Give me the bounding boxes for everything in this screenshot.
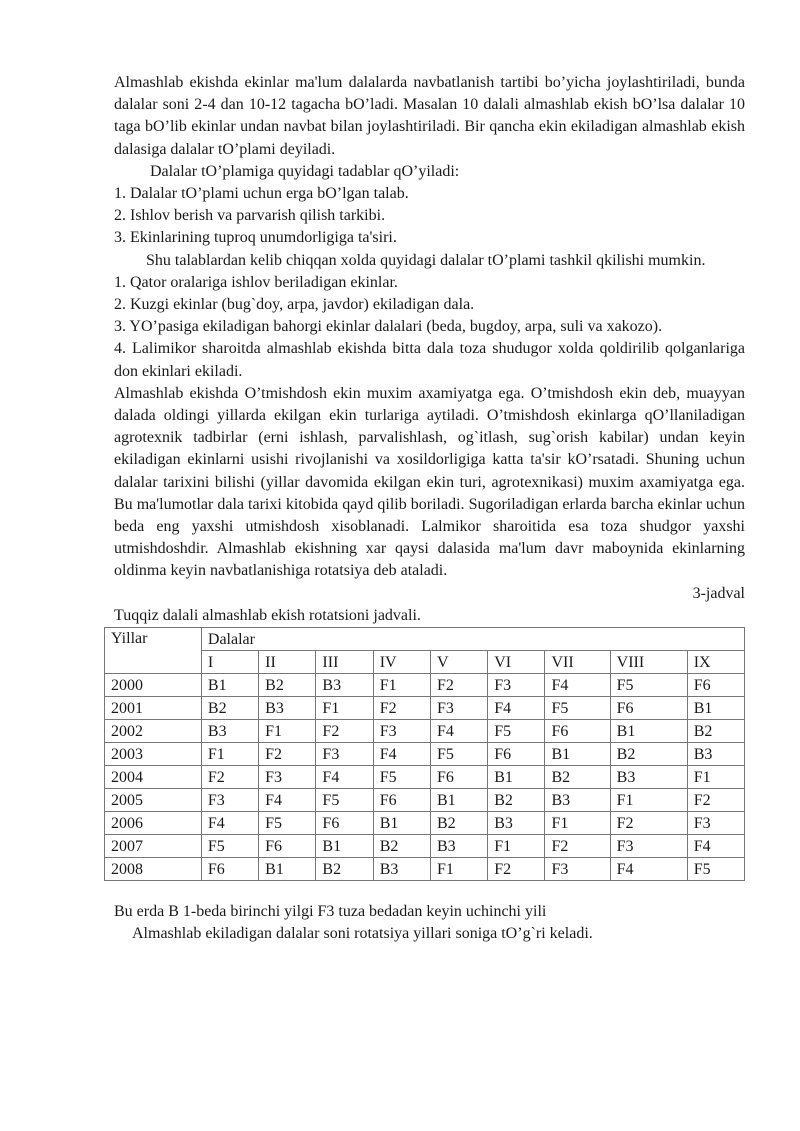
crop-cell: F4 [687, 835, 744, 858]
crop-cell: F6 [259, 835, 316, 858]
conclusion-note: Almashlab ekiladigan dalalar soni rotatsiya yillari soniga tO’g`ri keladi. [132, 925, 593, 943]
document-page [111, 72, 745, 945]
crop-cell: F1 [545, 812, 610, 835]
field-group-item-3: 3. YO’pasiga ekiladigan bahorgi ekinlar dalalari (beda, bugdoy, arpa, suli va xakozo). [114, 318, 663, 336]
field-number-cell: I [201, 651, 258, 674]
crop-cell: F2 [430, 674, 487, 697]
crop-cell: B2 [430, 812, 487, 835]
crop-cell: F4 [201, 812, 258, 835]
field-number-cell: VIII [610, 651, 687, 674]
crop-cell: B1 [430, 789, 487, 812]
crop-cell: B2 [488, 789, 545, 812]
field-group-item-2: 2. Kuzgi ekinlar (bug`doy, arpa, javdor) ekiladigan dala. [114, 296, 475, 314]
crop-cell: F2 [316, 720, 373, 743]
crop-cell: B1 [316, 835, 373, 858]
crop-cell: F2 [545, 835, 610, 858]
crop-cell: B3 [373, 858, 430, 881]
crop-cell: B1 [201, 674, 258, 697]
table-row [105, 766, 745, 789]
crop-cell: F4 [545, 674, 610, 697]
header-fields: Dalalar [201, 628, 744, 651]
table-row [105, 835, 745, 858]
crop-cell: F2 [488, 858, 545, 881]
legend-note: Bu erda B 1-beda birinchi yilgi F3 tuza bedadan keyin uchinchi yili [114, 903, 547, 921]
crop-cell: F1 [687, 766, 744, 789]
field-number-cell: V [430, 651, 487, 674]
crop-cell: F3 [201, 789, 258, 812]
crop-cell: F3 [610, 835, 687, 858]
intro-paragraph: Almashlab ekishda ekinlar ma'lum dalalarda navbatlanish tartibi bo’yicha joylashtiriladi, bunda dalalar soni 2-4 dan 10-12 tagacha bO’ladi. Masalan 10 dalali almashlab ekish bO’lsa dalalar 10 taga bO’lib ekinlar undan navbat bilan joylashtiriladi. Bir qancha ekin ekiladigan almashlab ekish dalasiga dalalar tO’plami deyiladi. [114, 74, 745, 158]
year-cell: 2006 [105, 812, 202, 835]
crop-cell: B3 [316, 674, 373, 697]
field-number-cell: IX [687, 651, 744, 674]
crop-cell: F4 [316, 766, 373, 789]
year-cell: 2003 [105, 743, 202, 766]
rotation-table [104, 627, 745, 881]
crop-cell: F1 [430, 858, 487, 881]
crop-cell: F1 [201, 743, 258, 766]
crop-cell: B2 [545, 766, 610, 789]
crop-cell: F2 [610, 812, 687, 835]
crop-cell: F3 [259, 766, 316, 789]
crop-cell: F1 [259, 720, 316, 743]
requirements-heading: Dalalar tO’plamiga quyidagi tadablar qO’yiladi: [150, 162, 460, 180]
year-cell: 2001 [105, 697, 202, 720]
crop-cell: B1 [259, 858, 316, 881]
crop-cell: F5 [201, 835, 258, 858]
crop-cell: F3 [488, 674, 545, 697]
requirement-item-1: 1. Dalalar tO’plami uchun erga bO’lgan talab. [114, 185, 409, 203]
table-label: 3-jadval [692, 584, 745, 602]
crop-cell: B3 [545, 789, 610, 812]
field-number-cell: IV [373, 651, 430, 674]
field-group-item-4: 4. Lalimikor sharoitda almashlab ekishda bitta dala toza shudugor xolda qoldirilib qolganlariga don ekinlari ekiladi. [114, 340, 745, 380]
crop-cell: F5 [316, 789, 373, 812]
crop-cell: F4 [430, 720, 487, 743]
crop-cell: F3 [316, 743, 373, 766]
crop-cell: B2 [610, 743, 687, 766]
crop-cell: F2 [373, 697, 430, 720]
table-row [105, 858, 745, 881]
crop-cell: B1 [687, 697, 744, 720]
crop-cell: F6 [687, 674, 744, 697]
header-years: Yillar [105, 628, 202, 674]
crop-cell: F2 [687, 789, 744, 812]
crop-cell: F5 [430, 743, 487, 766]
table-row [105, 674, 745, 697]
year-cell: 2000 [105, 674, 202, 697]
year-cell: 2002 [105, 720, 202, 743]
crop-cell: B3 [687, 743, 744, 766]
predecessor-paragraph: Almashlab ekishda O’tmishdosh ekin muxim axamiyatga ega. O’tmishdosh ekin deb, muayyan dalada oldingi yillarda ekilgan ekin turlariga aytiladi. O’tmishdosh ekinlarga qO’llaniladigan agrotexnik tadbirlar (erni ishlash, parvalishlash, og`itlash, sug`orish kabilar) undan keyin ekiladigan ekinlarni usishi rivojlanishi va xosildorligiga katta ta'sir kO’rsatadi. Shuning uchun dalalar tarixini bilishi (yillar davomida ekilgan ekin turi, agrotexnikasi) muxim axamiyatga ega. Bu ma'lumotlar dala tarixi kitobida qayd qilib boriladi. Sugoriladigan erlarda barcha ekinlar uchun beda eng yaxshi utmishdosh xisoblanadi. Lalmikor sharoitida esa toza shudgor yaxshi utmishdoshdir. Almashlab ekishning xar qaysi dalasida ma'lum davr maboynida ekinlarning oldinma keyin navbatlanishiga rotatsiya deb ataladi. [114, 384, 745, 580]
crop-cell: F6 [430, 766, 487, 789]
crop-cell: F3 [545, 858, 610, 881]
table-row [105, 697, 745, 720]
crop-cell: F1 [373, 674, 430, 697]
crop-cell: F4 [259, 789, 316, 812]
requirement-item-2: 2. Ishlov berish va parvarish qilish tarkibi. [114, 207, 386, 225]
year-cell: 2008 [105, 858, 202, 881]
crop-cell: B1 [610, 720, 687, 743]
crop-cell: B2 [259, 674, 316, 697]
crop-cell: F6 [610, 697, 687, 720]
crop-cell: B1 [545, 743, 610, 766]
crop-cell: B3 [610, 766, 687, 789]
crop-cell: B3 [430, 835, 487, 858]
crop-cell: B3 [488, 812, 545, 835]
crop-cell: F5 [488, 720, 545, 743]
table-row [105, 720, 745, 743]
table-caption: Tuqqiz dalali almashlab ekish rotatsioni jadvali. [114, 606, 421, 624]
crop-cell: B3 [259, 697, 316, 720]
crop-cell: F6 [545, 720, 610, 743]
crop-cell: F5 [259, 812, 316, 835]
crop-cell: F3 [687, 812, 744, 835]
crop-cell: F6 [316, 812, 373, 835]
crop-cell: F5 [610, 674, 687, 697]
crop-cell: B2 [316, 858, 373, 881]
crop-cell: B1 [488, 766, 545, 789]
table-row [105, 812, 745, 835]
field-number-cell: II [259, 651, 316, 674]
crop-cell: B1 [373, 812, 430, 835]
crop-cell: F2 [201, 766, 258, 789]
table-body [105, 674, 745, 881]
crop-cell: F3 [430, 697, 487, 720]
crop-cell: F6 [373, 789, 430, 812]
table-field-number-row [105, 651, 745, 674]
field-number-cell: III [316, 651, 373, 674]
crop-cell: F2 [259, 743, 316, 766]
crop-cell: F1 [488, 835, 545, 858]
crop-cell: F5 [373, 766, 430, 789]
table-row [105, 743, 745, 766]
crop-cell: B3 [201, 720, 258, 743]
table-row [105, 789, 745, 812]
year-cell: 2005 [105, 789, 202, 812]
crop-cell: F5 [545, 697, 610, 720]
year-cell: 2004 [105, 766, 202, 789]
crop-cell: F1 [316, 697, 373, 720]
crop-cell: F1 [610, 789, 687, 812]
table-header-row [105, 628, 745, 651]
crop-cell: F6 [201, 858, 258, 881]
crop-cell: F5 [687, 858, 744, 881]
field-group-item-1: 1. Qator oralariga ishlov beriladigan ekinlar. [114, 273, 398, 291]
crop-cell: F4 [373, 743, 430, 766]
requirement-item-3: 3. Ekinlarining tuproq unumdorligiga ta'siri. [114, 229, 397, 247]
field-number-cell: VI [488, 651, 545, 674]
field-number-cell: VII [545, 651, 610, 674]
crop-cell: B2 [687, 720, 744, 743]
crop-cell: F4 [610, 858, 687, 881]
crop-cell: F3 [373, 720, 430, 743]
field-groups-paragraph: Shu talablardan kelib chiqqan xolda quyidagi dalalar tO’plami tashkil qkilishi mumkin. [146, 251, 706, 269]
year-cell: 2007 [105, 835, 202, 858]
crop-cell: B2 [201, 697, 258, 720]
crop-cell: B2 [373, 835, 430, 858]
crop-cell: F4 [488, 697, 545, 720]
crop-cell: F6 [488, 743, 545, 766]
